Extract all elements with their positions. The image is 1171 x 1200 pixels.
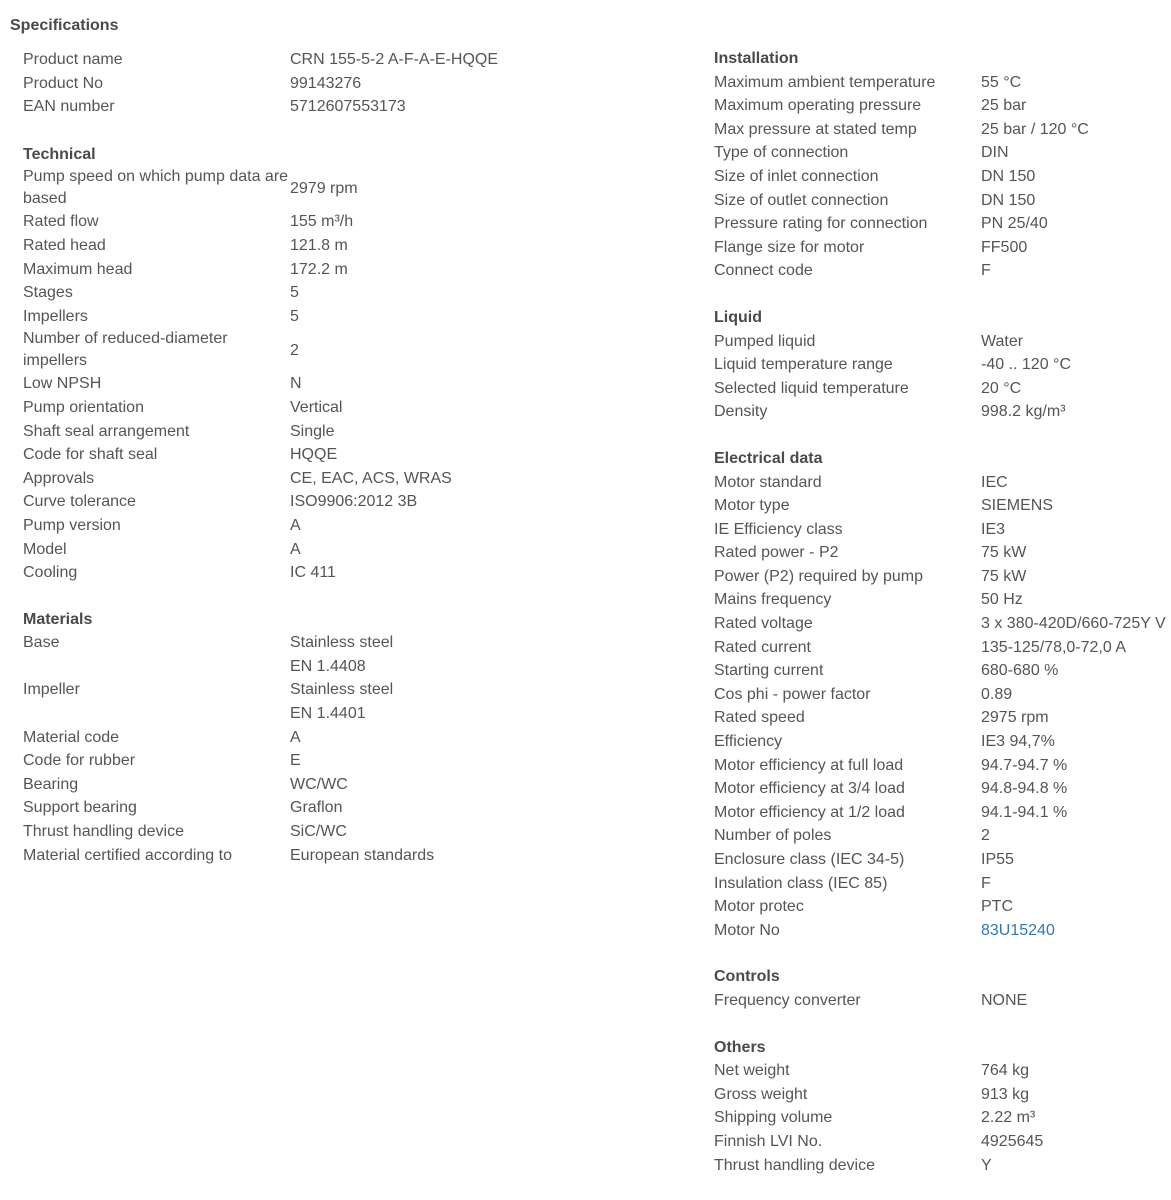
spec-value: SiC/WC <box>290 823 347 841</box>
spec-row-ean-number <box>23 95 663 119</box>
spec-row-curve-tolerance <box>23 490 663 514</box>
spec-label: Impeller <box>23 681 80 699</box>
spec-label: Insulation class (IEC 85) <box>714 874 888 892</box>
spec-row-efficiency <box>714 730 1169 754</box>
spec-value: E <box>290 752 301 770</box>
spec-label: Gross weight <box>714 1085 808 1103</box>
spec-value: 172.2 m <box>290 260 348 278</box>
spec-value: 155 m³/h <box>290 213 354 231</box>
spec-value: HQQE <box>290 446 338 464</box>
spec-label: Cooling <box>23 564 78 582</box>
spec-label: Material certified according to <box>23 846 232 864</box>
spec-row-pressure-rating-for-connection <box>714 212 1169 236</box>
spec-label: Connect code <box>714 262 813 280</box>
spec-label: EAN number <box>23 98 115 116</box>
motor-no-link[interactable]: 83U15240 <box>981 921 1055 939</box>
spec-value: 4925645 <box>981 1132 1044 1150</box>
spec-value: 3 x 380-420D/660-725Y V <box>981 615 1166 633</box>
spec-label: Thrust handling device <box>23 823 184 841</box>
spec-label: Maximum operating pressure <box>714 97 922 115</box>
spec-value: 94.8-94.8 % <box>981 780 1068 798</box>
spec-label: Type of connection <box>714 144 849 162</box>
spec-value: 25 bar <box>981 97 1027 115</box>
section-title: Controls <box>714 968 780 986</box>
spec-value: 75 kW <box>981 567 1027 585</box>
spec-value: 764 kg <box>981 1062 1030 1080</box>
spec-value: 99143276 <box>290 74 362 92</box>
spec-value: 135-125/78,0-72,0 A <box>981 638 1127 656</box>
spec-value: 2 <box>290 341 299 359</box>
spec-value: IE3 94,7% <box>981 733 1055 751</box>
spec-label: Liquid temperature range <box>714 356 893 374</box>
spec-label: Base <box>23 634 60 652</box>
spec-row-code-for-rubber <box>23 749 663 773</box>
spec-label: Size of inlet connection <box>714 167 879 185</box>
spec-label: Frequency converter <box>714 991 861 1009</box>
spec-value: NONE <box>981 991 1028 1009</box>
spec-label: Curve tolerance <box>23 493 136 511</box>
spec-row-base <box>23 631 663 678</box>
spec-row-type-of-connection <box>714 141 1169 165</box>
spec-value: A <box>290 540 301 558</box>
spec-row-material-code <box>23 726 663 750</box>
spec-value: 25 bar / 120 °C <box>981 120 1089 138</box>
spec-label: Enclosure class (IEC 34-5) <box>714 851 905 868</box>
spec-value: 94.7-94.7 % <box>981 756 1068 774</box>
spec-label: Motor efficiency at 1/2 load <box>714 803 905 821</box>
spec-label: Net weight <box>714 1062 790 1080</box>
spec-value: FF500 <box>981 238 1028 256</box>
spec-label: Motor protec <box>714 898 804 916</box>
spec-value: Y <box>981 1156 992 1174</box>
spec-row-rated-current <box>714 636 1169 660</box>
spec-row-mains-frequency <box>714 588 1169 612</box>
spec-label: Rated speed <box>714 709 805 727</box>
page-title: Specifications <box>10 17 119 34</box>
spec-value: -40 .. 120 °C <box>981 356 1071 374</box>
spec-label: Bearing <box>23 775 79 793</box>
spec-label: Shaft seal arrangement <box>23 422 190 440</box>
spec-value: 5 <box>290 307 299 325</box>
spec-label: Thrust handling device <box>714 1156 875 1174</box>
spec-row-size-of-inlet-connection <box>714 165 1169 189</box>
spec-label: Density <box>714 403 768 421</box>
spec-value: 680-680 % <box>981 662 1059 680</box>
spec-label: Model <box>23 540 67 558</box>
section-title: Installation <box>714 50 799 67</box>
spec-row-max-pressure-at-stated-temp <box>714 118 1169 142</box>
spec-label: Approvals <box>23 469 95 487</box>
spec-label: Motor No <box>714 921 780 939</box>
spec-row-cos-phi-power-factor <box>714 683 1169 707</box>
spec-row-motor-efficiency-at-full-load <box>714 754 1169 778</box>
spec-row-rated-flow <box>23 210 663 234</box>
spec-value: N <box>290 375 302 393</box>
spec-label: Power (P2) required by pump <box>714 567 923 585</box>
section-title: Technical <box>23 145 96 163</box>
spec-row-gross-weight <box>714 1083 1169 1107</box>
spec-row-motor-standard <box>714 471 1169 495</box>
spec-value: 50 Hz <box>981 591 1023 609</box>
spec-row-code-for-shaft-seal <box>23 443 663 467</box>
spec-label: Rated flow <box>23 213 99 231</box>
spec-value: 0.89 <box>981 685 1013 703</box>
spec-row-product-name <box>23 48 663 72</box>
spec-row-number-of-poles <box>714 824 1169 848</box>
spec-label: Rated voltage <box>714 615 813 633</box>
spec-label: Pump speed on which pump data are based <box>23 168 289 207</box>
spec-label: Product name <box>23 51 123 68</box>
spec-value: PN 25/40 <box>981 215 1048 233</box>
spec-row-maximum-operating-pressure <box>714 94 1169 118</box>
spec-row-ie-efficiency-class <box>714 518 1169 542</box>
spec-value: 998.2 kg/m³ <box>981 403 1066 421</box>
spec-label: Low NPSH <box>23 375 102 393</box>
spec-label: Pump orientation <box>23 398 144 416</box>
spec-row-flange-size-for-motor <box>714 236 1169 260</box>
section-others <box>714 1036 1169 1178</box>
spec-value: PTC <box>981 898 1013 916</box>
spec-label: Max pressure at stated temp <box>714 120 917 138</box>
spec-value <box>290 678 393 725</box>
spec-value: 20 °C <box>981 379 1022 397</box>
spec-row-selected-liquid-temperature <box>714 377 1169 401</box>
spec-row-pumped-liquid <box>714 330 1169 354</box>
section-title: Others <box>714 1038 766 1056</box>
spec-row-approvals <box>23 467 663 491</box>
section-title: Liquid <box>714 308 762 326</box>
spec-value: IEC <box>981 473 1008 491</box>
spec-row-enclosure-class-iec-34-5 <box>714 848 1169 872</box>
spec-value: A <box>290 728 301 746</box>
spec-row-connect-code <box>714 259 1169 283</box>
spec-row-power-p2-required-by-pump <box>714 565 1169 589</box>
spec-label: Finnish LVI No. <box>714 1132 823 1150</box>
section-title: Materials <box>23 610 93 628</box>
spec-row-motor-type <box>714 494 1169 518</box>
spec-row-starting-current <box>714 659 1169 683</box>
spec-label: Selected liquid temperature <box>714 379 909 397</box>
spec-row-maximum-ambient-temperature <box>714 71 1169 95</box>
spec-label: Motor standard <box>714 473 822 491</box>
spec-row-net-weight <box>714 1059 1169 1083</box>
spec-label: Rated head <box>23 236 106 254</box>
spec-value: IE3 <box>981 520 1006 538</box>
spec-row-motor-no <box>714 919 1169 943</box>
spec-value: DN 150 <box>981 167 1036 185</box>
spec-value: CE, EAC, ACS, WRAS <box>290 469 452 487</box>
spec-value: DIN <box>981 144 1009 162</box>
spec-row-impellers <box>23 305 663 329</box>
spec-value: 5 <box>290 284 299 302</box>
spec-row-frequency-converter <box>714 989 1169 1013</box>
spec-label: Shipping volume <box>714 1109 833 1127</box>
spec-row-shipping-volume <box>714 1106 1169 1130</box>
left-column <box>23 48 663 890</box>
section-liquid <box>714 306 1169 424</box>
spec-value: CRN 155-5-2 A-F-A-E-HQQE <box>290 51 499 68</box>
spec-row-bearing <box>23 773 663 797</box>
spec-row-rated-voltage <box>714 612 1169 636</box>
spec-row-pump-orientation <box>23 396 663 420</box>
spec-label: Maximum head <box>23 260 133 278</box>
spec-value: 2975 rpm <box>981 709 1049 727</box>
spec-value <box>290 631 393 678</box>
spec-label: Rated power - P2 <box>714 544 839 562</box>
spec-value: F <box>981 874 991 892</box>
spec-value: 2.22 m³ <box>981 1109 1036 1127</box>
spec-row-motor-efficiency-at-3-4-load <box>714 777 1169 801</box>
spec-row-support-bearing <box>23 796 663 820</box>
spec-value: IC 411 <box>290 564 336 582</box>
spec-value-line: Stainless steel <box>290 681 394 699</box>
section-title: Electrical data <box>714 449 823 467</box>
spec-value: Water <box>981 332 1024 350</box>
spec-label: IE Efficiency class <box>714 520 843 538</box>
spec-value: DN 150 <box>981 191 1036 209</box>
spec-label: Pressure rating for connection <box>714 215 928 233</box>
spec-row-finnish-lvi-no <box>714 1130 1169 1154</box>
section-installation <box>714 47 1169 283</box>
section-materials <box>23 608 663 868</box>
spec-value: Graflon <box>290 799 343 817</box>
spec-label: Pump version <box>23 516 121 534</box>
spec-row-cooling <box>23 561 663 585</box>
spec-row-motor-efficiency-at-1-2-load <box>714 801 1169 825</box>
spec-value: 2979 rpm <box>290 179 358 197</box>
spec-label: Rated current <box>714 638 811 656</box>
spec-label: Material code <box>23 728 120 746</box>
spec-row-pump-version <box>23 514 663 538</box>
spec-value: WC/WC <box>290 775 348 793</box>
spec-value: 913 kg <box>981 1085 1030 1103</box>
spec-row-liquid-temperature-range <box>714 353 1169 377</box>
spec-value: 2 <box>981 827 990 845</box>
spec-label: Number of poles <box>714 827 832 845</box>
section-electrical-data <box>714 447 1169 942</box>
spec-label: Motor efficiency at full load <box>714 756 904 774</box>
spec-label: Stages <box>23 284 73 302</box>
spec-row-material-certified-according-to <box>23 844 663 868</box>
spec-row-product-no <box>23 72 663 96</box>
spec-row-density <box>714 400 1169 424</box>
spec-label: Starting current <box>714 662 824 680</box>
spec-value: 121.8 m <box>290 236 348 254</box>
spec-label: Motor type <box>714 497 790 515</box>
spec-row-model <box>23 538 663 562</box>
spec-label: Code for rubber <box>23 752 136 770</box>
spec-value: ISO9906:2012 3B <box>290 493 418 511</box>
spec-row-shaft-seal-arrangement <box>23 420 663 444</box>
spec-label: Cos phi - power factor <box>714 685 871 703</box>
section-product <box>23 48 663 119</box>
spec-value: 75 kW <box>981 544 1027 562</box>
spec-row-thrust-handling-device <box>714 1154 1169 1178</box>
spec-value: SIEMENS <box>981 497 1054 515</box>
spec-row-low-npsh <box>23 372 663 396</box>
spec-row-maximum-head <box>23 258 663 282</box>
spec-label: Number of reduced-diameter impellers <box>23 330 228 369</box>
spec-row-number-of-reduced-diameter-impellers <box>23 328 663 372</box>
spec-row-rated-head <box>23 234 663 258</box>
spec-label: Maximum ambient temperature <box>714 73 936 91</box>
spec-row-stages <box>23 281 663 305</box>
section-controls <box>714 965 1169 1012</box>
spec-value: F <box>981 262 991 280</box>
spec-row-pump-speed-on-which-pump-data-are-based <box>23 166 663 210</box>
spec-label: Motor efficiency at 3/4 load <box>714 780 905 798</box>
spec-row-impeller <box>23 678 663 725</box>
right-column <box>714 47 1169 1200</box>
spec-value: 94.1-94.1 % <box>981 803 1068 821</box>
spec-row-rated-power-p2 <box>714 541 1169 565</box>
spec-label: Pumped liquid <box>714 332 816 350</box>
spec-value: 55 °C <box>981 73 1022 91</box>
spec-label: Impellers <box>23 307 88 325</box>
spec-value: A <box>290 516 301 534</box>
spec-value: Vertical <box>290 398 343 416</box>
spec-label: Size of outlet connection <box>714 191 889 209</box>
spec-value: 5712607553173 <box>290 98 406 116</box>
spec-label: Flange size for motor <box>714 238 865 256</box>
spec-row-motor-protec <box>714 895 1169 919</box>
spec-label: Product No <box>23 74 104 92</box>
spec-row-thrust-handling-device <box>23 820 663 844</box>
spec-value: European standards <box>290 846 435 864</box>
spec-row-insulation-class-iec-85 <box>714 872 1169 896</box>
spec-value: IP55 <box>981 851 1014 868</box>
spec-row-size-of-outlet-connection <box>714 189 1169 213</box>
spec-label: Mains frequency <box>714 591 832 609</box>
spec-label: Code for shaft seal <box>23 446 158 464</box>
spec-row-rated-speed <box>714 706 1169 730</box>
spec-value: Single <box>290 422 335 440</box>
spec-value-line: EN 1.4401 <box>290 705 366 723</box>
spec-value-line: EN 1.4408 <box>290 657 366 675</box>
spec-value-line: Stainless steel <box>290 634 394 652</box>
spec-label: Support bearing <box>23 799 137 817</box>
section-technical <box>23 143 663 585</box>
spec-label: Efficiency <box>714 733 783 751</box>
